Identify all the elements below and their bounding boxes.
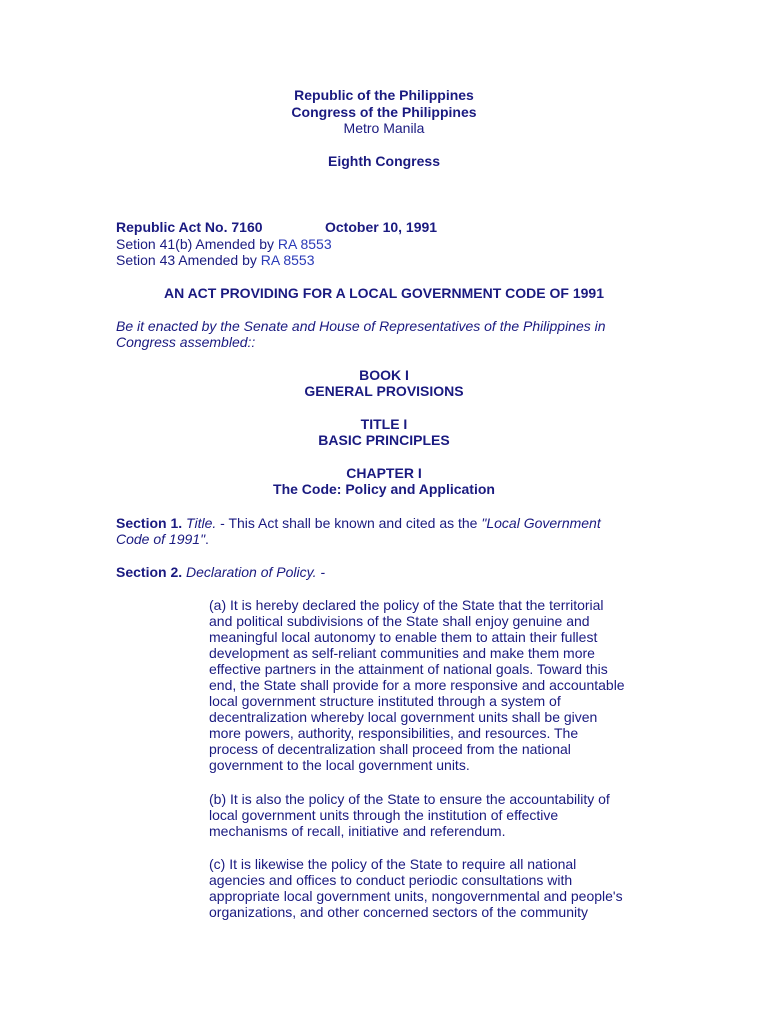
- title-name: BASIC PRINCIPLES: [318, 432, 450, 448]
- paragraph-c-line: appropriate local government units, nongovernmental and people's: [209, 888, 623, 904]
- paragraph-b-line: local government units through the institution of effective: [209, 807, 559, 823]
- header-republic: Republic of the Philippines: [294, 87, 474, 103]
- paragraph-a-line: local government structure instituted through a system of: [209, 693, 561, 709]
- enacting-clause-line-1: Be it enacted by the Senate and House of Representatives of the Philippines in: [116, 318, 606, 334]
- paragraph-c-line: agencies and offices to conduct periodic consultations with: [209, 872, 573, 888]
- section-1-label: Section 1.: [116, 515, 183, 531]
- paragraph-a-line: process of decentralization shall proceed from the national: [209, 741, 571, 757]
- paragraph-a-line: and political subdivisions of the State shall enjoy genuine and: [209, 613, 590, 629]
- section-2-line: [116, 564, 325, 580]
- paragraph-c: [209, 856, 654, 920]
- section-1-line-2: [116, 531, 209, 547]
- section-1-text: - This Act shall be known and cited as the: [216, 515, 482, 531]
- enacting-clause-line-2: Congress assembled::: [116, 334, 256, 350]
- title-label: TITLE I: [360, 416, 408, 432]
- amendment-2-link[interactable]: RA 8553: [260, 252, 315, 268]
- act-title: AN ACT PROVIDING FOR A LOCAL GOVERNMENT CODE OF 1991: [163, 285, 604, 301]
- section-1-quote-end: Code of 1991": [116, 531, 206, 547]
- paragraph-a-line: meaningful local autonomy to enable them to attain their fullest: [209, 629, 598, 645]
- act-date: October 10, 1991: [325, 219, 438, 235]
- paragraph-c-line: organizations, and other concerned sectors of the community: [209, 904, 588, 920]
- header-congress-number: Eighth Congress: [327, 153, 440, 169]
- paragraph-a-line: development as self-reliant communities and make them more: [209, 645, 595, 661]
- section-1-quote-start: "Local Government: [481, 515, 601, 531]
- section-2-heading: Declaration of Policy. -: [186, 564, 326, 580]
- section-2-label: Section 2.: [116, 564, 183, 580]
- chapter-name: The Code: Policy and Application: [273, 481, 495, 497]
- amendment-1-link[interactable]: RA 8553: [277, 236, 332, 252]
- paragraph-a-line: (a) It is hereby declared the policy of the State that the territorial: [209, 597, 604, 613]
- paragraph-b-line: mechanisms of recall, initiative and referendum.: [209, 823, 506, 839]
- book-label: BOOK I: [359, 367, 409, 383]
- book-name: GENERAL PROVISIONS: [304, 383, 464, 399]
- paragraph-a-line: more powers, authority, responsibilities, and resources. The: [209, 725, 579, 741]
- header-location: Metro Manila: [343, 120, 425, 136]
- paragraph-c-line: (c) It is likewise the policy of the State to require all national: [209, 856, 577, 872]
- paragraph-a-line: decentralization whereby local government units shall be given: [209, 709, 598, 725]
- amendment-2-text: Setion 43 Amended by: [116, 252, 261, 268]
- paragraph-a-line: government to the local government units.: [209, 757, 470, 773]
- section-1-line-1: [116, 515, 601, 531]
- section-1-heading: Title.: [186, 515, 217, 531]
- header-congress: Congress of the Philippines: [291, 104, 477, 120]
- paragraph-a: [209, 597, 654, 773]
- paragraph-b-line: (b) It is also the policy of the State to ensure the accountability of: [209, 791, 610, 807]
- section-1-period: .: [205, 531, 209, 547]
- paragraph-b: [209, 791, 654, 839]
- act-number: Republic Act No. 7160: [116, 219, 263, 235]
- amendment-line-2: [116, 252, 315, 268]
- paragraph-a-line: end, the State shall provide for a more responsive and accountable: [209, 677, 625, 693]
- amendment-line-1: [116, 236, 332, 252]
- paragraph-a-line: effective partners in the attainment of national goals. Toward this: [209, 661, 608, 677]
- chapter-label: CHAPTER I: [346, 465, 422, 481]
- amendment-1-text: Setion 41(b) Amended by: [116, 236, 278, 252]
